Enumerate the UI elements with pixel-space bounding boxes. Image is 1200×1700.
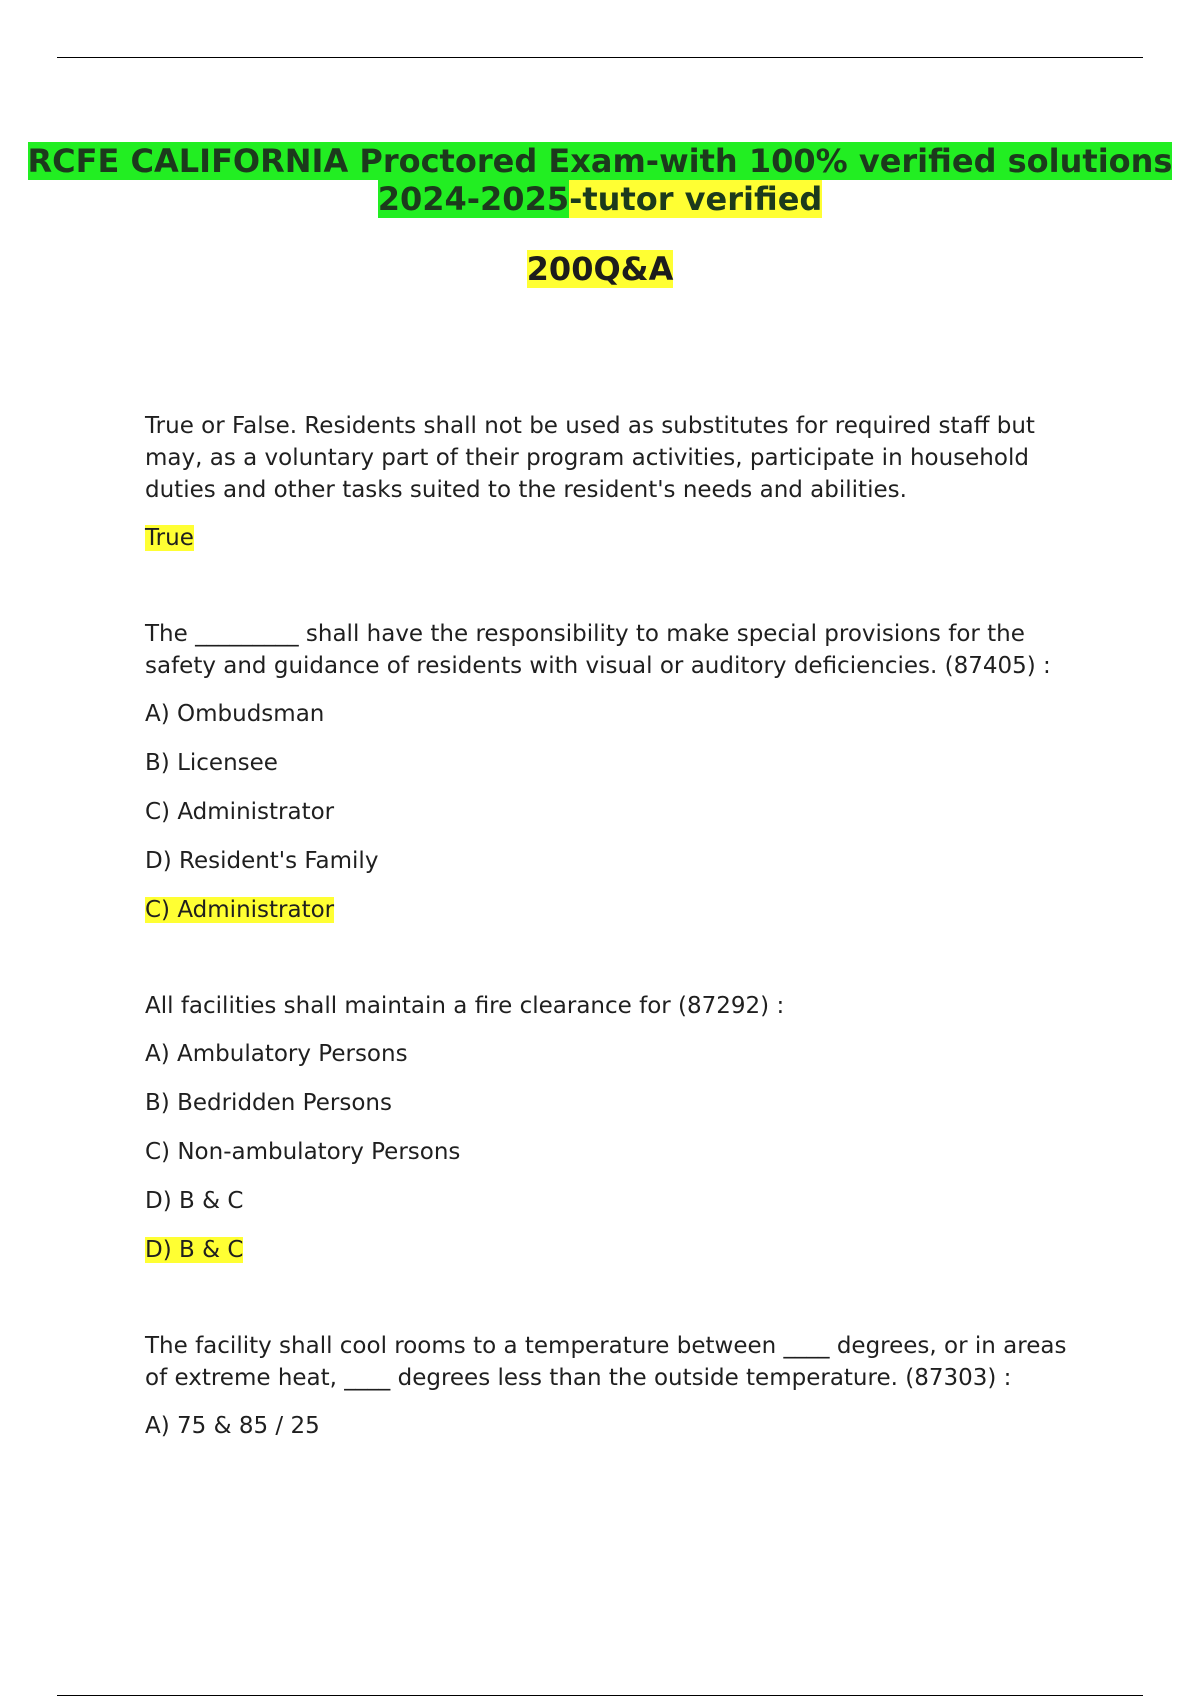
qa-item-2: [145, 618, 1075, 926]
option-c: C) Administrator: [145, 799, 335, 825]
subtitle-highlight: 200Q&A: [526, 250, 674, 288]
answer-highlight: D) B & C: [145, 1237, 244, 1263]
qa-item-3: [145, 990, 1075, 1266]
question-text: True or False. Residents shall not be used as substitutes for required staff but may, as a voluntary part of their program activities, participate in household duties and other tasks suited to the resident's needs and abilities.: [145, 413, 1035, 503]
question-text: The facility shall cool rooms to a temperature between ____ degrees, or in areas of extreme heat, ____ degrees less than the outside temperature. (87303) :: [145, 1333, 1067, 1391]
option-c: C) Non-ambulatory Persons: [145, 1139, 461, 1165]
top-rule: [57, 57, 1143, 58]
qa-list: [145, 410, 1075, 1506]
document-subtitle: [0, 250, 1200, 288]
answer: [145, 522, 1075, 554]
option-a: A) 75 & 85 / 25: [145, 1413, 320, 1439]
option-d: D) B & C: [145, 1188, 244, 1214]
answer-highlight: C) Administrator: [145, 897, 335, 923]
option-d: D) Resident's Family: [145, 848, 379, 874]
option-a: A) Ambulatory Persons: [145, 1041, 408, 1067]
document-title: [0, 142, 1200, 218]
answer-highlight: True: [145, 525, 194, 551]
title-yellow-highlight: -tutor verified: [569, 180, 823, 218]
option-b: B) Licensee: [145, 750, 278, 776]
question-text: All facilities shall maintain a fire clearance for (87292) :: [145, 993, 785, 1019]
bottom-rule: [57, 1695, 1143, 1696]
question-text: The _________ shall have the responsibility to make special provisions for the safety and guidance of residents with visual or auditory deficiencies. (87405) :: [145, 621, 1051, 679]
option-a: A) Ombudsman: [145, 701, 325, 727]
qa-item-1: [145, 410, 1075, 554]
answer: [145, 894, 1075, 926]
qa-item-4: [145, 1330, 1075, 1442]
answer: [145, 1234, 1075, 1266]
title-green-highlight: RCFE CALIFORNIA Proctored Exam-with 100% verified solutions 2024-2025: [27, 142, 1173, 218]
option-b: B) Bedridden Persons: [145, 1090, 392, 1116]
